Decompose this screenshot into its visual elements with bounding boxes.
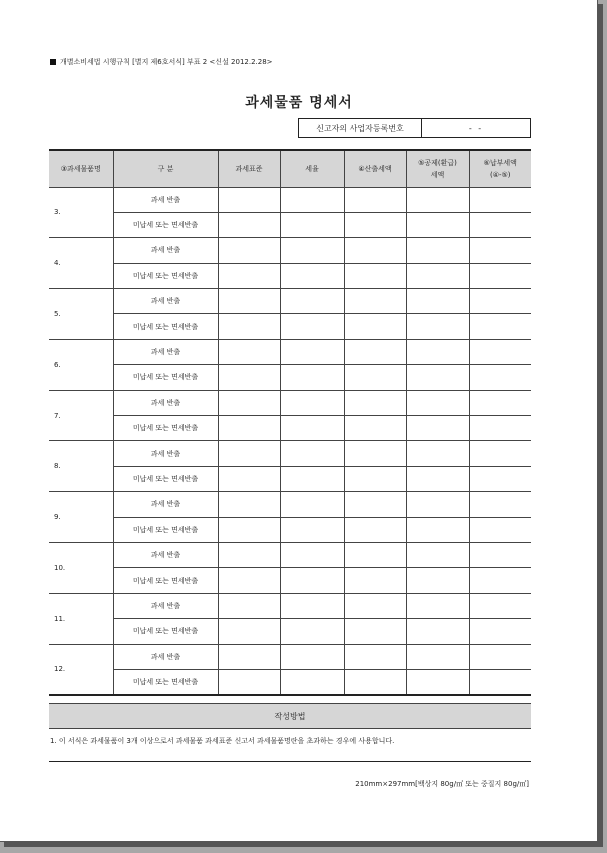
deduction-cell[interactable] — [406, 568, 469, 593]
table-header-row — [49, 150, 531, 187]
payable-tax-cell[interactable] — [469, 416, 531, 441]
table-row — [49, 568, 531, 593]
tax-base-cell[interactable] — [218, 365, 280, 390]
payable-tax-cell[interactable] — [469, 238, 531, 263]
tax-rate-cell[interactable] — [280, 593, 344, 618]
category-cell: 과세 반출 — [113, 644, 218, 669]
header-payable-line2: (④-⑤) — [489, 170, 511, 179]
tax-base-cell[interactable] — [218, 619, 280, 644]
category-cell: 미납세 또는 면세반출 — [113, 669, 218, 694]
category-cell: 미납세 또는 면세반출 — [113, 619, 218, 644]
tax-rate-cell[interactable] — [280, 314, 344, 339]
form-header — [50, 57, 273, 67]
tax-base-cell[interactable] — [218, 542, 280, 567]
category-cell: 과세 반출 — [113, 441, 218, 466]
header-payable-tax — [469, 150, 531, 187]
tax-base-cell[interactable] — [218, 441, 280, 466]
table-row — [49, 289, 531, 314]
tax-base-cell[interactable] — [218, 238, 280, 263]
table-row — [49, 542, 531, 567]
tax-base-cell[interactable] — [218, 263, 280, 288]
tax-base-cell[interactable] — [218, 466, 280, 491]
payable-tax-cell[interactable] — [469, 365, 531, 390]
deduction-cell[interactable] — [406, 390, 469, 415]
tax-base-cell[interactable] — [218, 517, 280, 542]
item-name-cell[interactable]: 7. — [49, 390, 113, 441]
computed-tax-cell[interactable] — [344, 568, 406, 593]
category-cell: 미납세 또는 면세반출 — [113, 365, 218, 390]
item-name-cell[interactable]: 3. — [49, 187, 113, 238]
payable-tax-cell[interactable] — [469, 619, 531, 644]
computed-tax-cell[interactable] — [344, 390, 406, 415]
deduction-cell[interactable] — [406, 212, 469, 237]
paper-spec: 210mm×297mm[백상지 80g/㎡ 또는 중질지 80g/㎡] — [355, 780, 529, 788]
deduction-cell[interactable] — [406, 365, 469, 390]
registration-number-label: 신고자의 사업자등록번호 — [299, 119, 422, 137]
payable-tax-cell[interactable] — [469, 263, 531, 288]
table-row — [49, 339, 531, 364]
page-title: 과세물품 명세서 — [245, 95, 353, 111]
computed-tax-cell[interactable] — [344, 619, 406, 644]
computed-tax-cell[interactable] — [344, 517, 406, 542]
tax-base-cell[interactable] — [218, 593, 280, 618]
deduction-cell[interactable] — [406, 187, 469, 212]
payable-tax-cell[interactable] — [469, 466, 531, 491]
category-cell: 과세 반출 — [113, 593, 218, 618]
item-name-cell[interactable]: 10. — [49, 542, 113, 593]
category-cell: 과세 반출 — [113, 187, 218, 212]
tax-base-cell[interactable] — [218, 669, 280, 694]
category-cell: 미납세 또는 면세반출 — [113, 466, 218, 491]
table-row — [49, 669, 531, 694]
tax-base-cell[interactable] — [218, 416, 280, 441]
computed-tax-cell[interactable] — [344, 644, 406, 669]
tax-rate-cell[interactable] — [280, 187, 344, 212]
payable-tax-cell[interactable] — [469, 542, 531, 567]
category-cell: 미납세 또는 면세반출 — [113, 314, 218, 339]
table-row — [49, 441, 531, 466]
computed-tax-cell[interactable] — [344, 492, 406, 517]
table-row — [49, 212, 531, 237]
page-shadow-right — [598, 4, 603, 846]
tax-rate-cell[interactable] — [280, 289, 344, 314]
computed-tax-cell[interactable] — [344, 212, 406, 237]
computed-tax-cell[interactable] — [344, 238, 406, 263]
category-cell: 과세 반출 — [113, 289, 218, 314]
item-name-cell[interactable]: 11. — [49, 593, 113, 644]
header-tax-base: 과세표준 — [218, 150, 280, 187]
tax-base-cell[interactable] — [218, 390, 280, 415]
computed-tax-cell[interactable] — [344, 542, 406, 567]
payable-tax-cell[interactable] — [469, 492, 531, 517]
item-name-cell[interactable]: 9. — [49, 492, 113, 543]
guide-heading: 작성방법 — [49, 703, 531, 729]
computed-tax-cell[interactable] — [344, 289, 406, 314]
computed-tax-cell[interactable] — [344, 365, 406, 390]
computed-tax-cell[interactable] — [344, 314, 406, 339]
tax-rate-cell[interactable] — [280, 263, 344, 288]
tax-rate-cell[interactable] — [280, 619, 344, 644]
deduction-cell[interactable] — [406, 263, 469, 288]
deduction-cell[interactable] — [406, 593, 469, 618]
page-shadow-bottom — [4, 842, 603, 847]
computed-tax-cell[interactable] — [344, 669, 406, 694]
guide-bottom-rule — [49, 761, 531, 762]
payable-tax-cell[interactable] — [469, 187, 531, 212]
item-name-cell[interactable]: 8. — [49, 441, 113, 492]
payable-tax-cell[interactable] — [469, 568, 531, 593]
deduction-cell[interactable] — [406, 542, 469, 567]
computed-tax-cell[interactable] — [344, 263, 406, 288]
table-row — [49, 314, 531, 339]
tax-rate-cell[interactable] — [280, 365, 344, 390]
computed-tax-cell[interactable] — [344, 339, 406, 364]
table-row — [49, 187, 531, 212]
tax-rate-cell[interactable] — [280, 542, 344, 567]
deduction-cell[interactable] — [406, 339, 469, 364]
tax-rate-cell[interactable] — [280, 212, 344, 237]
category-cell: 과세 반출 — [113, 339, 218, 364]
header-item-name: ③과세물품명 — [49, 150, 113, 187]
category-cell: 미납세 또는 면세반출 — [113, 263, 218, 288]
table-row — [49, 416, 531, 441]
category-cell: 과세 반출 — [113, 238, 218, 263]
tax-rate-cell[interactable] — [280, 644, 344, 669]
item-name-cell[interactable]: 4. — [49, 238, 113, 289]
tax-base-cell[interactable] — [218, 644, 280, 669]
computed-tax-cell[interactable] — [344, 441, 406, 466]
item-name-cell[interactable]: 5. — [49, 289, 113, 340]
table-row — [49, 390, 531, 415]
deduction-cell[interactable] — [406, 466, 469, 491]
table-row — [49, 238, 531, 263]
payable-tax-cell[interactable] — [469, 314, 531, 339]
tax-base-cell[interactable] — [218, 187, 280, 212]
payable-tax-cell[interactable] — [469, 441, 531, 466]
category-cell: 과세 반출 — [113, 492, 218, 517]
header-payable-line1: ⑥납부세액 — [483, 158, 517, 167]
tax-base-cell[interactable] — [218, 314, 280, 339]
computed-tax-cell[interactable] — [344, 416, 406, 441]
deduction-cell[interactable] — [406, 238, 469, 263]
payable-tax-cell[interactable] — [469, 644, 531, 669]
header-computed-tax: ④산출세액 — [344, 150, 406, 187]
tax-rate-cell[interactable] — [280, 390, 344, 415]
payable-tax-cell[interactable] — [469, 517, 531, 542]
deduction-cell[interactable] — [406, 517, 469, 542]
tax-base-cell[interactable] — [218, 289, 280, 314]
category-cell: 과세 반출 — [113, 390, 218, 415]
tax-rate-cell[interactable] — [280, 568, 344, 593]
payable-tax-cell[interactable] — [469, 669, 531, 694]
computed-tax-cell[interactable] — [344, 466, 406, 491]
deduction-cell[interactable] — [406, 492, 469, 517]
tax-rate-cell[interactable] — [280, 339, 344, 364]
table-row — [49, 644, 531, 669]
tax-base-cell[interactable] — [218, 492, 280, 517]
category-cell: 미납세 또는 면세반출 — [113, 568, 218, 593]
deduction-cell[interactable] — [406, 416, 469, 441]
table-row — [49, 619, 531, 644]
tax-rate-cell[interactable] — [280, 492, 344, 517]
header-deduction — [406, 150, 469, 187]
payable-tax-cell[interactable] — [469, 593, 531, 618]
header-deduction-line2: 세액 — [430, 170, 445, 179]
tax-base-cell[interactable] — [218, 212, 280, 237]
table-row — [49, 517, 531, 542]
tax-rate-cell[interactable] — [280, 466, 344, 491]
goods-table — [49, 149, 531, 696]
deduction-cell[interactable] — [406, 619, 469, 644]
table-row — [49, 466, 531, 491]
header-tax-rate: 세율 — [280, 150, 344, 187]
payable-tax-cell[interactable] — [469, 212, 531, 237]
computed-tax-cell[interactable] — [344, 593, 406, 618]
tax-base-cell[interactable] — [218, 339, 280, 364]
item-name-cell[interactable]: 12. — [49, 644, 113, 695]
deduction-cell[interactable] — [406, 314, 469, 339]
tax-base-cell[interactable] — [218, 568, 280, 593]
header-category: 구 분 — [113, 150, 218, 187]
payable-tax-cell[interactable] — [469, 339, 531, 364]
tax-rate-cell[interactable] — [280, 441, 344, 466]
category-cell: 미납세 또는 면세반출 — [113, 212, 218, 237]
deduction-cell[interactable] — [406, 669, 469, 694]
square-bullet-icon — [50, 59, 56, 65]
registration-number-box — [298, 118, 531, 138]
table-row — [49, 365, 531, 390]
tax-rate-cell[interactable] — [280, 238, 344, 263]
tax-rate-cell[interactable] — [280, 416, 344, 441]
tax-rate-cell[interactable] — [280, 517, 344, 542]
table-row — [49, 593, 531, 618]
header-deduction-line1: ⑤공제(환급) — [418, 158, 457, 167]
category-cell: 미납세 또는 면세반출 — [113, 517, 218, 542]
category-cell: 미납세 또는 면세반출 — [113, 416, 218, 441]
payable-tax-cell[interactable] — [469, 289, 531, 314]
deduction-cell[interactable] — [406, 644, 469, 669]
item-name-cell[interactable]: 6. — [49, 339, 113, 390]
guide-text: 1. 이 서식은 과세물품이 3개 이상으로서 과세물품 과세표준 신고서 과세물품명란을 초과하는 경우에 사용합니다. — [50, 737, 395, 745]
deduction-cell[interactable] — [406, 289, 469, 314]
category-cell: 과세 반출 — [113, 542, 218, 567]
form-header-text: 개별소비세법 시행규칙 [별지 제6호서식] 부표 2 <신설 2012.2.28> — [60, 58, 273, 66]
tax-rate-cell[interactable] — [280, 669, 344, 694]
table-row — [49, 263, 531, 288]
payable-tax-cell[interactable] — [469, 390, 531, 415]
table-row — [49, 492, 531, 517]
deduction-cell[interactable] — [406, 441, 469, 466]
registration-number-field[interactable]: - - — [468, 123, 484, 133]
computed-tax-cell[interactable] — [344, 187, 406, 212]
